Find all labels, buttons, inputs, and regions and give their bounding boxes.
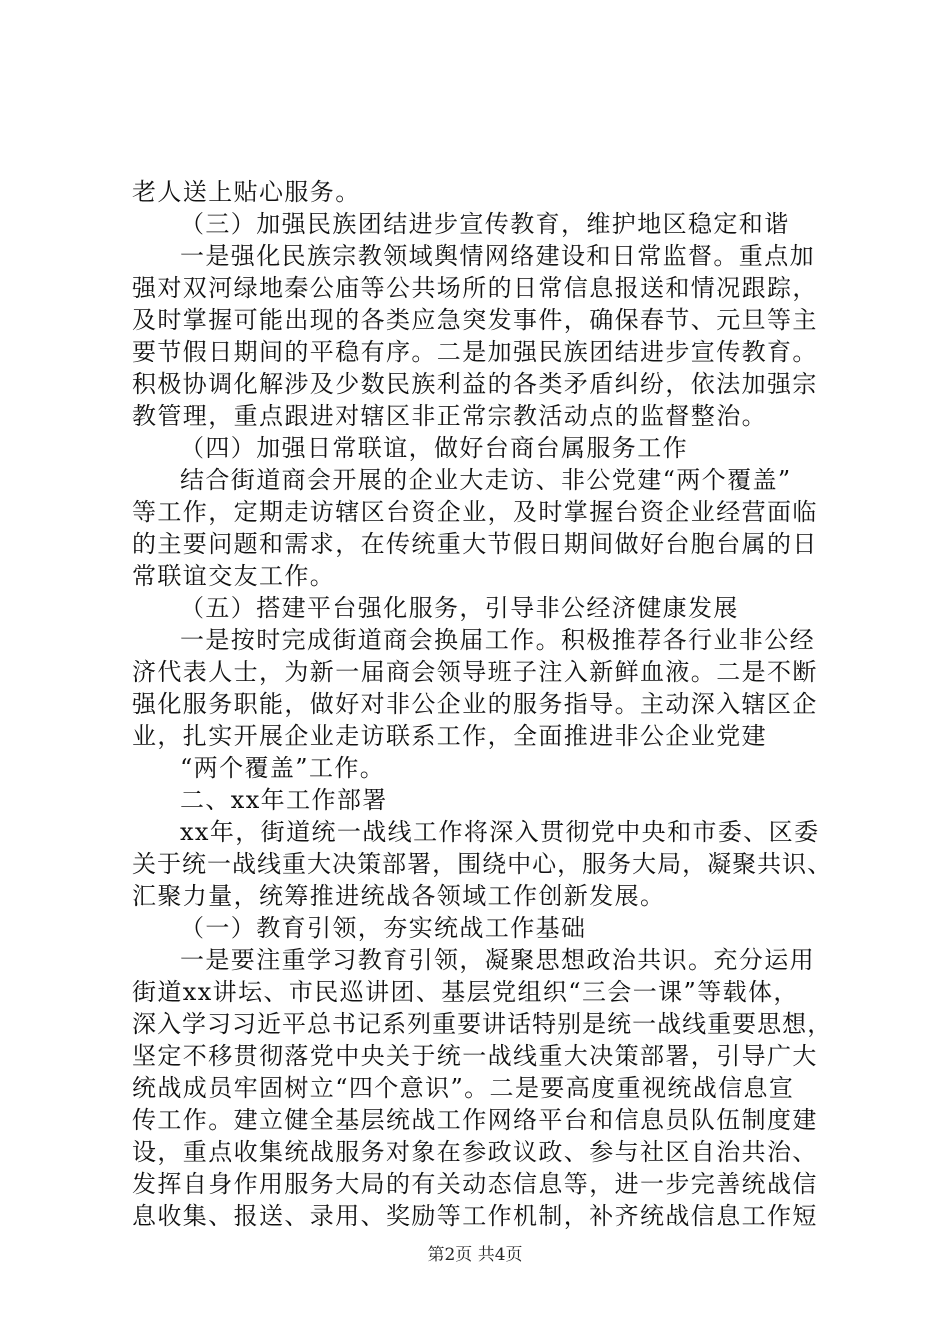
body-line: 的主要问题和需求，在传统重大节假日期间做好台胞台属的日 bbox=[132, 530, 818, 558]
body-line: 老人送上贴心服务。 bbox=[132, 178, 361, 206]
body-line: （三）加强民族团结进步宣传教育，维护地区稳定和谐 bbox=[180, 210, 790, 238]
body-line: 积极协调化解涉及少数民族利益的各类矛盾纠纷，依法加强宗 bbox=[132, 370, 818, 398]
body-line: 要节假日期间的平稳有序。二是加强民族团结进步宣传教育。 bbox=[132, 338, 818, 366]
body-line: xx年，街道统一战线工作将深入贯彻党中央和市委、区委 bbox=[180, 818, 820, 846]
body-line: 坚定不移贯彻落党中央关于统一战线重大决策部署，引导广大 bbox=[132, 1042, 818, 1070]
body-line: 一是强化民族宗教领域舆情网络建设和日常监督。重点加 bbox=[180, 242, 815, 270]
body-line: 统战成员牢固树立“四个意识”。二是要高度重视统战信息宣 bbox=[132, 1074, 795, 1102]
body-line: 设，重点收集统战服务对象在参政议政、参与社区自治共治、 bbox=[132, 1138, 818, 1166]
body-line: 息收集、报送、录用、奖励等工作机制，补齐统战信息工作短 bbox=[132, 1202, 818, 1230]
body-line: 汇聚力量，统筹推进统战各领域工作创新发展。 bbox=[132, 882, 666, 910]
body-line: 结合街道商会开展的企业大走访、非公党建“两个覆盖” bbox=[180, 466, 792, 494]
body-line: 深入学习习近平总书记系列重要讲话特别是统一战线重要思想， bbox=[132, 1010, 833, 1038]
body-line: 传工作。建立健全基层统战工作网络平台和信息员队伍制度建 bbox=[132, 1106, 818, 1134]
body-line: 业，扎实开展企业走访联系工作，全面推进非公企业党建 bbox=[132, 722, 767, 750]
body-line: （一）教育引领，夯实统战工作基础 bbox=[180, 914, 587, 942]
body-line: 教管理，重点跟进对辖区非正常宗教活动点的监督整治。 bbox=[132, 402, 767, 430]
body-line: 发挥自身作用服务大局的有关动态信息等，进一步完善统战信 bbox=[132, 1170, 818, 1198]
body-line: 及时掌握可能出现的各类应急突发事件，确保春节、元旦等主 bbox=[132, 306, 818, 334]
body-line: 街道xx讲坛、市民巡讲团、基层党组织“三会一课”等载体， bbox=[132, 978, 799, 1006]
body-line: 关于统一战线重大决策部署，围绕中心，服务大局，凝聚共识、 bbox=[132, 850, 833, 878]
body-line: 一是要注重学习教育引领，凝聚思想政治共识。充分运用 bbox=[180, 946, 815, 974]
body-line: 强化服务职能，做好对非公企业的服务指导。主动深入辖区企 bbox=[132, 690, 818, 718]
body-line: （四）加强日常联谊，做好台商台属服务工作 bbox=[180, 434, 688, 462]
document-body bbox=[132, 176, 832, 1232]
body-line: 强对双河绿地秦公庙等公共场所的日常信息报送和情况跟踪， bbox=[132, 274, 818, 302]
body-line: 常联谊交友工作。 bbox=[132, 562, 336, 590]
body-line: （五）搭建平台强化服务，引导非公经济健康发展 bbox=[180, 594, 739, 622]
body-line: 等工作，定期走访辖区台资企业，及时掌握台资企业经营面临 bbox=[132, 498, 818, 526]
body-line: 二、xx年工作部署 bbox=[180, 786, 388, 814]
body-line: 一是按时完成街道商会换届工作。积极推荐各行业非公经 bbox=[180, 626, 815, 654]
body-line: “两个覆盖”工作。 bbox=[180, 754, 386, 782]
body-line: 济代表人士，为新一届商会领导班子注入新鲜血液。二是不断 bbox=[132, 658, 818, 686]
page-footer: 第2页 共4页 bbox=[427, 1245, 523, 1265]
